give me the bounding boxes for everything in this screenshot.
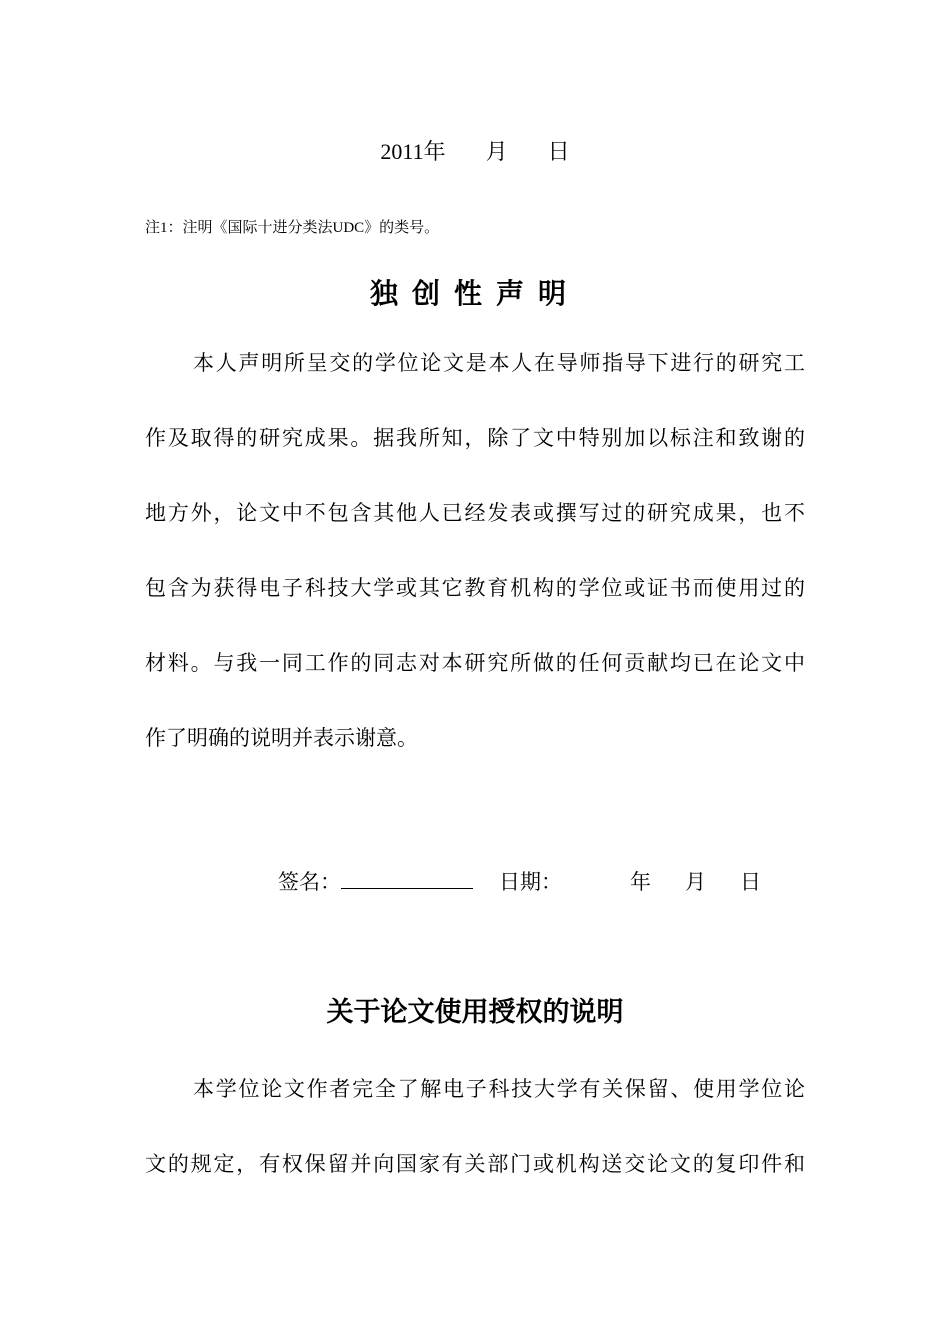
udc-note: 注1：注明《国际十进分类法UDC》的类号。 — [145, 220, 440, 236]
declaration-line-1: 本人声明所呈交的学位论文是本人在导师指导下进行的研究工 — [193, 351, 805, 375]
date-line — [0, 135, 950, 166]
authorization-line-1: 本学位论文作者完全了解电子科技大学有关保留、使用学位论 — [193, 1077, 805, 1101]
declaration-line-5: 材料。与我一同工作的同志对本研究所做的任何贡献均已在论文中 — [145, 651, 805, 675]
date-day: 日 — [547, 139, 570, 164]
signature-day: 日 — [740, 870, 761, 894]
signature-blank[interactable] — [341, 866, 473, 889]
authorization-title: 关于论文使用授权的说明 — [326, 997, 624, 1028]
date-year: 2011年 — [380, 139, 446, 164]
date-month: 月 — [485, 139, 508, 164]
declaration-line-2: 作及取得的研究成果。据我所知，除了文中特别加以标注和致谢的 — [145, 426, 805, 450]
signature-year: 年 — [630, 870, 651, 894]
declaration-line-4: 包含为获得电子科技大学或其它教育机构的学位或证书而使用过的 — [145, 576, 805, 600]
declaration-title: 独创性声明 — [369, 277, 580, 310]
signature-label: 签名： — [278, 870, 341, 894]
signature-date-label: 日期： — [499, 870, 562, 894]
signature-row — [278, 866, 761, 896]
authorization-line-2: 文的规定，有权保留并向国家有关部门或机构送交论文的复印件和 — [145, 1152, 805, 1176]
declaration-line-6: 作了明确的说明并表示谢意。 — [145, 726, 418, 750]
declaration-line-3: 地方外，论文中不包含其他人已经发表或撰写过的研究成果，也不 — [145, 501, 805, 525]
signature-month: 月 — [685, 870, 706, 894]
